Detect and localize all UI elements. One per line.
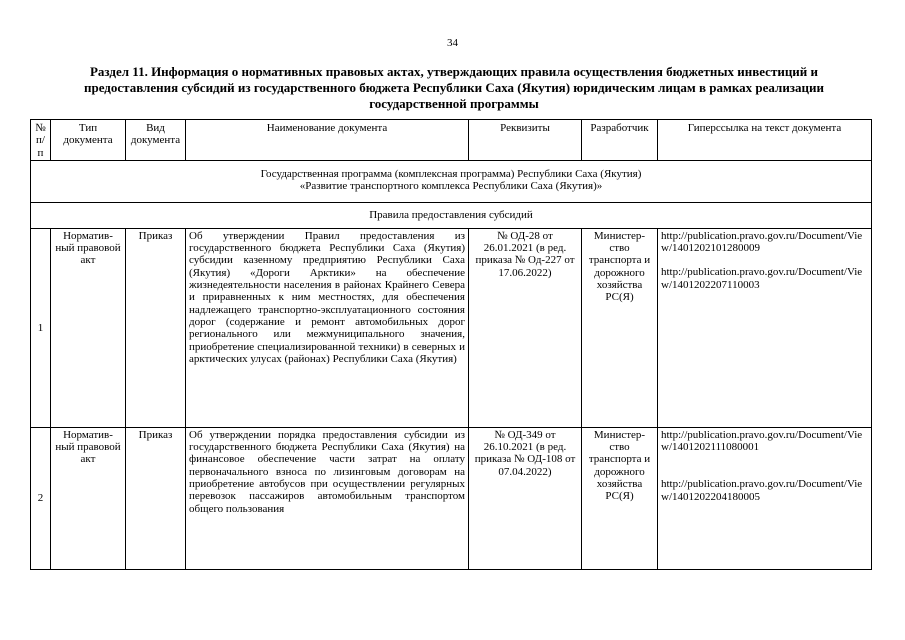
section-title: Правила предоставления субсидий xyxy=(31,202,872,228)
header-developer: Разработчик xyxy=(582,120,658,161)
row-developer: Министер-ство транспорта и дорожного хозяйства РС(Я) xyxy=(582,427,658,569)
row-requisites: № ОД-349 от 26.10.2021 (в ред. приказа № ОД-108 от 07.04.2022) xyxy=(469,427,582,569)
header-hyperlink: Гиперссылка на текст документа xyxy=(658,120,872,161)
program-title-cell xyxy=(31,160,872,202)
row-hyperlinks xyxy=(658,427,872,569)
row-hyperlinks xyxy=(658,228,872,427)
row-num: 1 xyxy=(31,228,51,427)
legal-acts-table xyxy=(30,119,872,570)
row-doc-type: Норматив-ный правовой акт xyxy=(51,427,126,569)
header-num: № п/п xyxy=(31,120,51,161)
header-requisites: Реквизиты xyxy=(469,120,582,161)
row-num: 2 xyxy=(31,427,51,569)
row-doc-name: Об утверждении порядка предоставления субсидии из государственного бюджета Республики Саха (Якутия) на финансовое обеспечение части затрат на оплату первоначального взноса по лизинговым договорам на приобретение автобусов при осуществлении регулярных перевозок пассажиров автомобильным транспортом общего пользования xyxy=(186,427,469,569)
row-developer: Министер-ство транспорта и дорожного хозяйства РС(Я) xyxy=(582,228,658,427)
page-number: 34 xyxy=(447,37,458,49)
row-doc-name: Об утверждении Правил предоставления из государственного бюджета Республики Саха (Якутия) субсидии казенному предприятию Республики Саха (Якутия) «Дороги Арктики» на обеспечение жизнедеятельности населения в районах Крайнего Севера и приравненных к ним местностях, для обеспечения надлежащего транспортно-эксплуатационного состояния дорог (содержание и ремонт автомобильных дорог регионального или межмуниципального значения, приобретение специализированной техники) в северных и арктических улусах (районах) Республики Саха (Якутия) xyxy=(186,228,469,427)
table-row xyxy=(31,427,872,569)
section-row xyxy=(31,202,872,228)
table-header-row xyxy=(31,120,872,161)
document-link[interactable]: http://publication.pravo.gov.ru/Document/View/1401202101280009 xyxy=(661,229,863,255)
header-type: Тип документа xyxy=(51,120,126,161)
document-link[interactable]: http://publication.pravo.gov.ru/Document/View/1401202207110003 xyxy=(661,266,863,291)
header-kind: Вид документа xyxy=(126,120,186,161)
header-name: Наименование документа xyxy=(186,120,469,161)
document-link[interactable]: http://publication.pravo.gov.ru/Document/View/1401202204180005 xyxy=(661,478,863,503)
section-heading: Раздел 11. Информация о нормативных правовых актах, утверждающих правила осуществления бюджетных инвестиций и предоставления субсидий из государственного бюджета Республики Саха (Якутия) юридическим лицам в рамках реализации государственной программы xyxy=(83,64,825,111)
program-title-line1: Государственная программа (комплексная программа) Республики Саха (Якутия) xyxy=(260,167,642,180)
program-row xyxy=(31,160,872,202)
document-link[interactable]: http://publication.pravo.gov.ru/Document/View/1401202111080001 xyxy=(661,428,863,454)
row-requisites: № ОД-28 от 26.01.2021 (в ред. приказа № Од-227 от 17.06.2022) xyxy=(469,228,582,427)
row-doc-type: Норматив-ный правовой акт xyxy=(51,228,126,427)
table-row xyxy=(31,228,872,427)
row-doc-kind: Приказ xyxy=(126,228,186,427)
row-doc-kind: Приказ xyxy=(126,427,186,569)
program-title-line2: «Развитие транспортного комплекса Республики Саха (Якутия)» xyxy=(299,180,603,193)
